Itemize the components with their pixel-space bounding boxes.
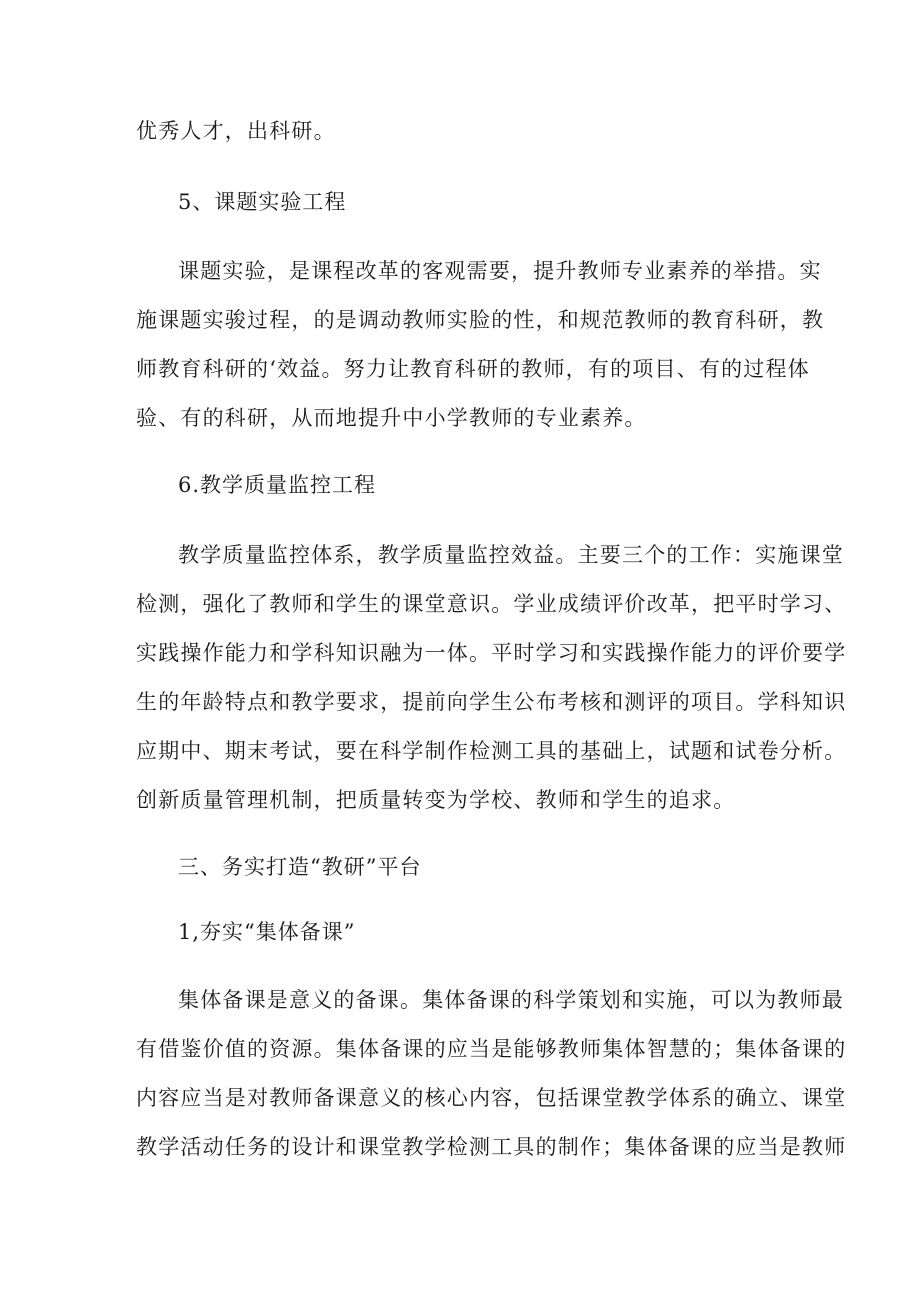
paragraph-line: 内容应当是对教师备课意义的核心内容，包括课堂教学体系的确立、课堂 [136, 1086, 847, 1110]
paragraph-line: 教学质量监控体系，教学质量监控效益。主要三个的工作：实施课堂 [178, 543, 844, 567]
section-heading-6: 6.教学质量监控工程 [178, 473, 377, 497]
paragraph-line: 教学活动任务的设计和课堂教学检测工具的制作；集体备课的应当是教师 [136, 1135, 847, 1159]
paragraph-line: 优秀人才，出科研。 [136, 119, 336, 143]
paragraph-line: 课题实验，是课程改革的客观需要，提升教师专业素养的举措。实 [178, 259, 822, 283]
section-heading-5: 5、课题实验工程 [178, 190, 347, 214]
subsection-heading-1: 1,夯实“集体备课” [178, 920, 356, 944]
paragraph-line: 创新质量管理机制，把质量转变为学校、教师和学生的追求。 [136, 788, 736, 812]
paragraph-line: 生的年龄特点和教学要求，提前向学生公布考核和测评的项目。学科知识 [136, 690, 847, 714]
paragraph-line: 师教育科研的‘效益。努力让教育科研的教师，有的项目、有的过程体 [136, 357, 810, 381]
paragraph-line: 有借鉴价值的资源。集体备课的应当是能够教师集体智慧的；集体备课的 [136, 1037, 847, 1061]
paragraph-line: 实践操作能力和学科知识融为一体。平时学习和实践操作能力的评价要学 [136, 641, 847, 665]
paragraph-line: 验、有的科研，从而地提升中小学教师的专业素养。 [136, 406, 647, 430]
paragraph-line: 集体备课是意义的备课。集体备课的科学策划和实施，可以为教师最 [178, 988, 844, 1012]
section-heading-3: 三、务实打造“教研”平台 [178, 855, 422, 879]
paragraph-line: 施课题实骏过程，的是调动教师实脸的性，和规范教师的教育科研，教 [136, 308, 825, 332]
paragraph-line: 检测，强化了教师和学生的课堂意识。学业成绩评价改革，把平时学习、 [136, 592, 847, 616]
paragraph-line: 应期中、期末考试，要在科学制作检测工具的基础上，试题和试卷分析。 [136, 739, 847, 763]
